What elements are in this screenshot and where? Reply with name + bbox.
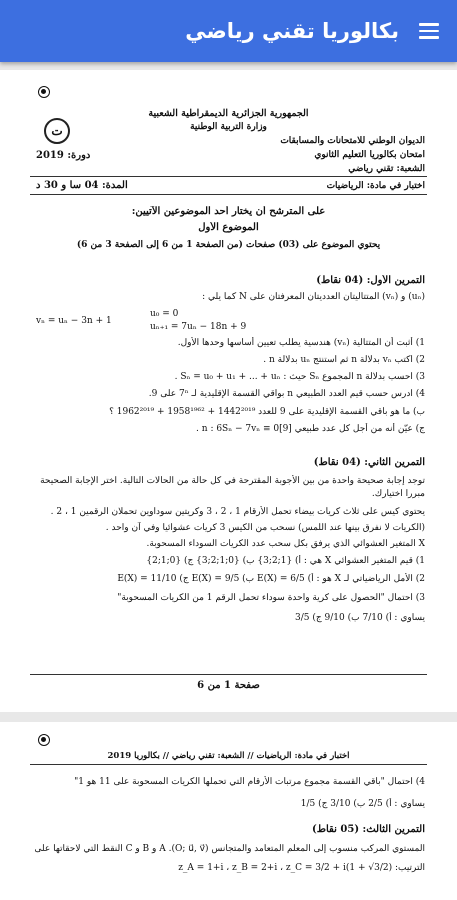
app-bar xyxy=(0,0,457,62)
exercise-1-title: التمرين الأول: (04 نقاط) xyxy=(316,275,425,286)
ministry-emblem-icon: ت xyxy=(44,118,70,144)
exercise-1-formula: u₀ = 0 xyxy=(150,309,179,319)
exercise-2-line: X المتغير العشوائي الذي يرفق بكل سحب عدد الكريات السوداء المسحوبة. xyxy=(146,539,425,549)
exercise-2-line: 2) الأمل الرياضياتي لـ X هو : أ) E(X) = 6/5 ب) E(X) = 9/5 ج) E(X) = 11/10 xyxy=(117,574,425,584)
exercise-3-title: التمرين الثالث: (05 نقاط) xyxy=(312,824,425,835)
page-2-header: اختبار في مادة: الرياضيات // الشعبة: تقني رياضي // بكالوريا 2019 xyxy=(107,751,350,761)
exercise-2-title: التمرين الثاني: (04 نقاط) xyxy=(313,457,425,468)
branch-text: الشعبة: تقني رياضي xyxy=(348,164,425,174)
exercise-1-line: ب) ما هو باقي القسمة الإقليدية على 9 للعدد 1442²⁰¹⁹ + 1958¹⁹⁶² + 1962²⁰¹⁹ ؟ xyxy=(109,407,425,417)
exercise-2-line: يحتوي كيس على ثلاث كريات بيضاء تحمل الأرقام 1 ، 2 ، 3 وكريتين سوداوين تحملان الرقمين 1 ، 2 . xyxy=(50,507,425,517)
office-text: الديوان الوطني للامتحانات والمسابقات xyxy=(280,136,425,146)
exercise-1-line: 4) ادرس حسب قيم العدد الطبيعي n بواقي القسمة الإقليدية لـ 7ⁿ على 9. xyxy=(148,389,425,399)
exercise-2-line: يساوي : أ) 7/10 ب) 9/10 ج) 3/5 xyxy=(295,613,425,623)
exercise-1-line: 3) احسب بدلالة n المجموع Sₙ حيث : Sₙ = u₀ + u₁ + ... + uₙ . xyxy=(174,372,425,382)
exercise-2-line: 1) قيم المتغير العشوائي X هي : أ) {1;2;3} ب) {0;1;2;3} ج) {0;1;2} xyxy=(146,556,425,566)
exercise-2-line: توجد إجابة صحيحة واحدة من بين الأجوبة المقترحة في كل حالة من الحالات التالية. اختر الإجابة الصحيحة xyxy=(40,476,425,486)
question-4-answers: يساوي : أ) 2/5 ب) 3/10 ج) 1/5 xyxy=(300,799,425,809)
exercise-2-line: مبررا اختيارك. xyxy=(371,489,425,499)
scan-marker-icon xyxy=(38,86,50,98)
exercise-1-formula: uₙ₊₁ = 7uₙ − 18n + 9 xyxy=(150,322,247,332)
exercise-2-line: (الكريات لا نفرق بينها عند اللمس) نسحب من الكيس 3 كريات عشوائيا وفي آن واحد . xyxy=(105,523,425,533)
header-divider xyxy=(30,764,427,765)
exam-text: امتحان بكالوريا التعليم الثانوي xyxy=(314,150,425,160)
exercise-2-line: 3) احتمال "الحصول على كرية واحدة سوداء تحمل الرقم 1 من الكريات المسحوبة" xyxy=(117,593,425,603)
exercise-3-line: المستوي المركب منسوب إلى المعلم المتعامد والمتجانس (O; u⃗, v⃗). A و B و C النقط التي لاحقاتها على xyxy=(34,844,425,854)
exercise-1-line: ج) عيّن أنه من أجل كل عدد طبيعي n : 6Sₙ − 7vₙ ≡ 0[9] . xyxy=(196,424,425,434)
exercise-3-line: الترتيب: z_A = 1+i ، z_B = 2+i ، z_C = 3/2 + i(1 + √3/2) xyxy=(178,863,425,873)
duration-text: المدة: 04 سا و 30 د xyxy=(36,180,128,191)
document-page-2 xyxy=(0,722,457,900)
session-text: دورة: 2019 xyxy=(36,150,91,161)
header-divider-2 xyxy=(30,194,427,195)
header-divider xyxy=(30,176,427,177)
exercise-1-formula: vₙ = uₙ − 3n + 1 xyxy=(36,316,112,326)
republic-text: الجمهورية الجزائرية الديمقراطية الشعبية xyxy=(148,108,309,119)
pages-note: يحتوي الموضوع على (03) صفحات (من الصفحة 1 من 6 إلى الصفحة 3 من 6) xyxy=(76,240,381,250)
topic-title: الموضوع الأول xyxy=(198,222,259,233)
footer-divider xyxy=(30,674,427,675)
scan-marker-icon xyxy=(38,734,50,746)
document-page-1 xyxy=(0,70,457,712)
subject-text: اختبار في مادة: الرياضيات xyxy=(326,181,425,191)
exercise-1-line: 2) اكتب vₙ بدلالة n ثم استنتج uₙ بدلالة n . xyxy=(263,355,425,365)
app-title: بكالوريا تقني رياضي xyxy=(185,19,399,43)
exercise-1-line: (uₙ) و (vₙ) المتتاليتان العدديتان المعرفتان على N كما يلي : xyxy=(202,292,425,302)
ministry-text: وزارة التربية الوطنية xyxy=(190,122,267,132)
menu-button[interactable] xyxy=(405,0,453,62)
question-4: 4) احتمال "باقي القسمة مجموع مرتبات الأرقام التي تحملها الكريات المسحوبة على 11 هو 1" xyxy=(74,777,425,787)
hamburger-menu-icon xyxy=(419,19,439,42)
exercise-1-line: 1) أثبت أن المتتالية (vₙ) هندسية يطلب تعيين أساسها وحدها الأول. xyxy=(177,338,425,348)
page-footer: صفحة 1 من 6 xyxy=(197,680,260,691)
choose-instruction: على المترشح أن يختار أحد الموضوعين الآتيين: xyxy=(131,206,326,217)
